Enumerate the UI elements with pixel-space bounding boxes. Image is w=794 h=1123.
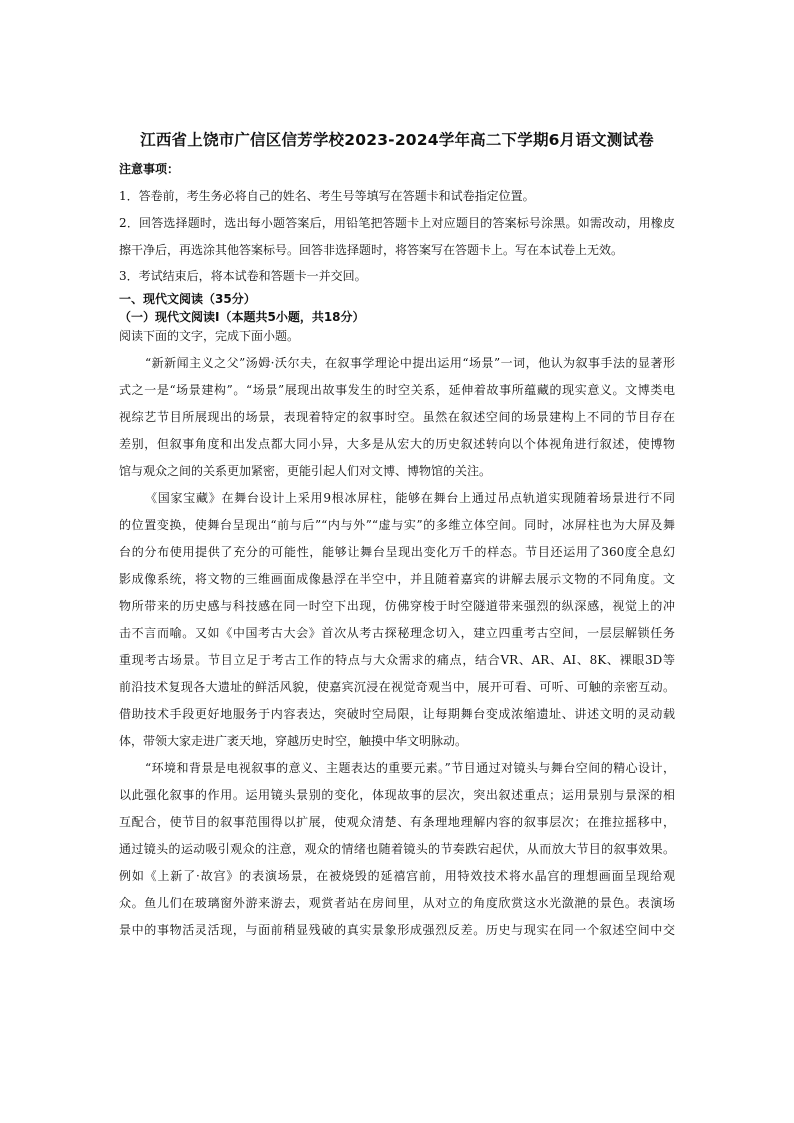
passage-line: 重现考古场景。节目立足于考古工作的特点与大众需求的痛点，结合VR、AR、AI、8K、裸眼3D等 xyxy=(119,653,675,667)
passage-line: 击不言而喻。又如《中国考古大会》首次从考古探秘理念切入，建立四重考古空间，一层层解锁任务 xyxy=(119,626,675,640)
passage-line: 《国家宝藏》在舞台设计上采用9根冰屏柱，能够在舞台上通过吊点轨道实现随着场景进行不同 xyxy=(145,491,675,505)
note-2-cont: 擦干净后，再选涂其他答案标号。回答非选择题时，将答案写在答题卡上。写在本试卷上无效。 xyxy=(119,243,624,257)
note-2: 2．回答选择题时，选出每小题答案后，用铅笔把答题卡上对应题目的答案标号涂黑。如需改动，用橡皮 xyxy=(119,216,675,230)
section-heading: 一、现代文阅读（35分） xyxy=(119,292,256,306)
notes-heading: 注意事项： xyxy=(119,162,180,176)
reading-instruction: 阅读下面的文字，完成下面小题。 xyxy=(119,329,300,343)
passage-line: 影成像系统，将文物的三维画面成像悬浮在半空中，并且随着嘉宾的讲解去展示文物的不同角度。文 xyxy=(119,572,675,586)
passage-line: 以此强化叙事的作用。运用镜头景别的变化，体现故事的层次，突出叙述重点；运用景别与景深的相 xyxy=(119,788,675,802)
exam-title: 江西省上饶市广信区信芳学校2023-2024学年高二下学期6月语文测试卷 xyxy=(140,131,654,149)
passage-line: 互配合，使节目的叙事范围得以扩展，使观众清楚、有条理地理解内容的叙事层次；在推拉摇移中， xyxy=(119,815,675,829)
passage-line: 景中的事物活灵活现，与面前稍显残破的真实景象形成强烈反差。历史与现实在同一个叙述空间中交 xyxy=(119,923,675,937)
passage-line: 通过镜头的运动吸引观众的注意，观众的情绪也随着镜头的节奏跌宕起伏，从而放大节目的叙事效果。 xyxy=(119,842,675,856)
note-1: 1．答卷前，考生务必将自己的姓名、考生号等填写在答题卡和试卷指定位置。 xyxy=(119,189,535,203)
passage-line: “新新闻主义之父”汤姆·沃尔夫，在叙事学理论中提出运用“场景”一词，他认为叙事手法的显著形 xyxy=(145,356,675,370)
passage-line: 前沿技术复现各大遗址的鲜活风貌，使嘉宾沉浸在视觉奇观当中，展开可看、可听、可触的亲密互动。 xyxy=(119,680,675,694)
passage-line: 差别，但叙事角度和出发点都大同小异，大多是从宏大的历史叙述转向以个体视角进行叙述，使博物 xyxy=(119,437,675,451)
passage-line: “环境和背景是电视叙事的意义、主题表达的重要元素。”节目通过对镜头与舞台空间的精心设计， xyxy=(145,761,675,775)
passage-line: 借助技术手段更好地服务于内容表达，突破时空局限，让每期舞台变成浓缩遗址、讲述文明的灵动载 xyxy=(119,707,675,721)
passage-line: 式之一是“场景建构”。“场景”展现出故事发生的时空关系，延伸着故事所蕴藏的现实意义。文博类电 xyxy=(119,383,675,397)
passage-line: 台的分布使用提供了充分的可能性，能够让舞台呈现出变化万千的样态。节目还运用了360度全息幻 xyxy=(119,545,675,559)
note-3: 3．考试结束后，将本试卷和答题卡一并交回。 xyxy=(119,269,367,283)
passage-line: 体，带领大家走进广袤天地，穿越历史时空，触摸中华文明脉动。 xyxy=(119,734,468,748)
passage-line: 的位置变换，使舞台呈现出“前与后”“内与外”“虚与实”的多维立体空间。同时，冰屏柱也为大屏及舞 xyxy=(119,518,675,532)
passage-line: 例如《上新了·故宫》的表演场景，在被烧毁的延禧宫前，用特效技术将水晶宫的理想画面呈现给观 xyxy=(119,869,675,883)
passage-line: 众。鱼儿们在玻璃窗外游来游去，观赏者站在房间里，从对立的角度欣赏这水光潋滟的景色。表演场 xyxy=(119,896,675,910)
passage-line: 视综艺节目所展现出的场景，表现着特定的叙事时空。虽然在叙述空间的场景建构上不同的节目存在 xyxy=(119,410,675,424)
passage-line: 物所带来的历史感与科技感在同一时空下出现，仿佛穿梭于时空隧道带来强烈的纵深感，视觉上的冲 xyxy=(119,599,675,613)
passage-line: 馆与观众之间的关系更加紧密，更能引起人们对文博、博物馆的关注。 xyxy=(119,464,492,478)
subsection-heading: （一）现代文阅读Ⅰ（本题共5小题，共18分） xyxy=(119,310,365,324)
